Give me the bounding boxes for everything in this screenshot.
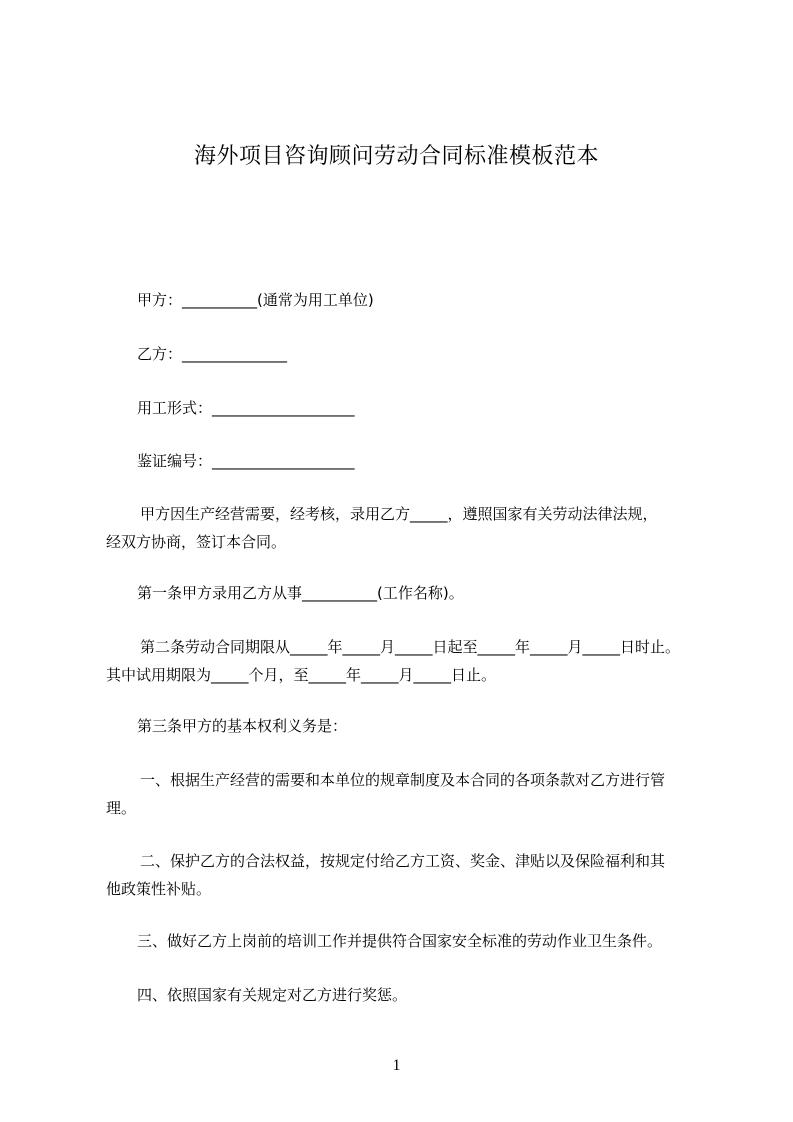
intro-line-1: 甲方因生产经营需要，经考核，录用乙方_____，遵照国家有关劳动法律法规，	[140, 505, 658, 523]
item-1-paragraph	[106, 766, 665, 822]
article-1: 第一条甲方录用乙方从事__________(工作名称)。	[137, 584, 464, 602]
article-2-line-2: 其中试用期限为_____个月，至_____年_____月_____日止。	[106, 666, 497, 684]
item-3: 三、做好乙方上岗前的培训工作并提供符合国家安全标准的劳动作业卫生条件。	[137, 932, 663, 950]
article-2-paragraph	[106, 633, 680, 689]
intro-line-2: 经双方协商，签订本合同。	[106, 533, 287, 551]
item-2-line-2: 他政策性补贴。	[106, 880, 212, 898]
page-number: 1	[392, 1057, 401, 1074]
certification-number-field: 鉴证编号：___________________	[137, 452, 355, 470]
item-1-line-2: 理。	[106, 799, 137, 817]
item-4: 四、依照国家有关规定对乙方进行奖惩。	[137, 986, 408, 1004]
article-3: 第三条甲方的基本权利义务是：	[137, 717, 348, 735]
intro-paragraph	[106, 500, 658, 556]
employment-form-field: 用工形式：___________________	[137, 399, 355, 417]
party-a-field: 甲方：__________(通常为用工单位)	[137, 291, 374, 309]
item-1-line-1: 一、根据生产经营的需要和本单位的规章制度及本合同的各项条款对乙方进行管	[140, 771, 666, 789]
article-2-line-1: 第二条劳动合同期限从_____年_____月_____日起至_____年_____月_____日时止。	[140, 638, 681, 656]
party-b-field: 乙方：______________	[137, 345, 288, 363]
item-2-line-1: 二、保护乙方的合法权益，按规定付给乙方工资、奖金、津贴以及保险福利和其	[140, 852, 666, 870]
document-title: 海外项目咨询顾问劳动合同标准模板范本	[193, 144, 599, 169]
item-2-paragraph	[106, 847, 665, 903]
